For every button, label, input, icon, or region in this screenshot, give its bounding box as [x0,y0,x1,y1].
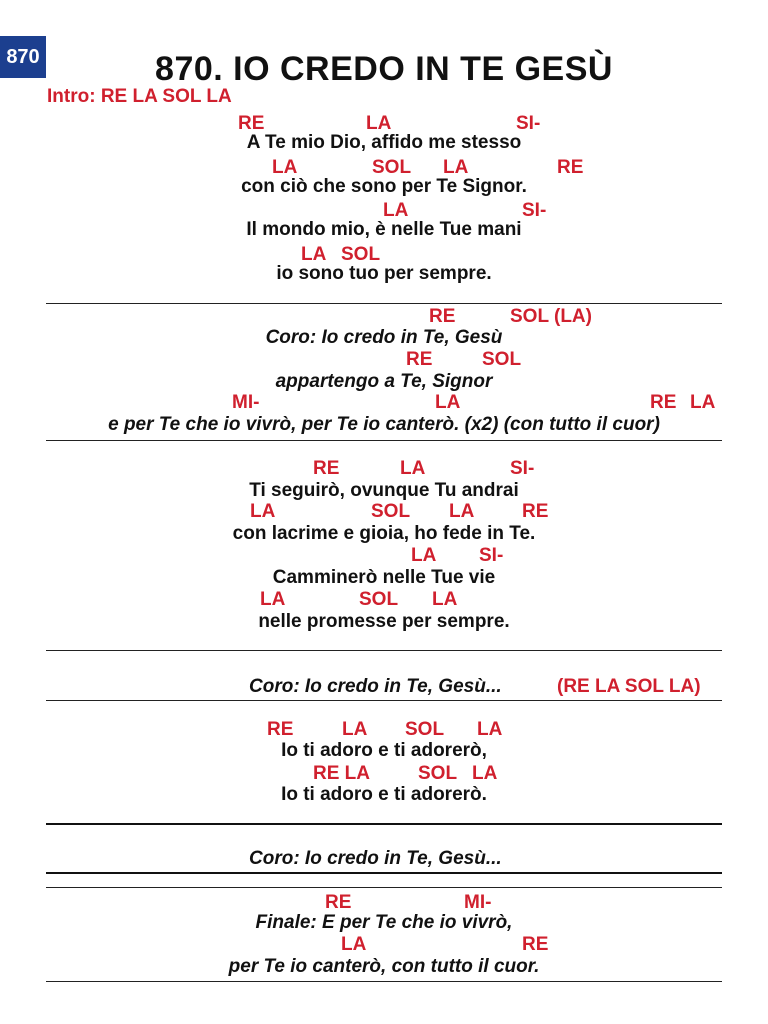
chord: LA [301,244,327,265]
section-divider [46,303,722,304]
intro-chords: Intro: RE LA SOL LA [47,86,232,107]
chord: SI- [479,545,504,566]
chord: RE [406,349,433,370]
lyric-line: A Te mio Dio, affido me stesso [246,132,522,153]
chord: RE LA [313,763,370,784]
chorus-reference: Coro: Io credo in Te, Gesù... [249,848,502,869]
lyric-line: Camminerò nelle Tue vie [272,567,496,588]
chord: MI- [464,892,492,913]
lyric-line: con ciò che sono per Te Signor. [241,176,527,197]
chorus-reference: Coro: Io credo in Te, Gesù... [249,676,502,697]
section-divider [46,440,722,441]
chorus-line: appartengo a Te, Signor [275,371,493,392]
chord: LA [400,458,426,479]
chord: LA [435,392,461,413]
section-divider [46,887,722,888]
chord: RE [325,892,352,913]
chord: LA [443,157,469,178]
chord: RE [267,719,294,740]
chord: SI- [516,113,541,134]
finale-line: Finale: E per Te che io vivrò, [255,912,513,933]
chord: RE [557,157,584,178]
chord: LA [690,392,716,413]
chorus-reference-chords: (RE LA SOL LA) [557,676,701,697]
chord: SOL [359,589,399,610]
lyric-line: Ti seguirò, ovunque Tu andrai [249,480,519,501]
chord: SOL [418,763,458,784]
chord: LA [341,934,367,955]
chord: LA [260,589,286,610]
section-divider [46,650,722,651]
chord: LA [272,157,298,178]
chord: SOL [372,157,412,178]
chord: LA [449,501,475,522]
lyric-line: con lacrime e gioia, ho fede in Te. [232,523,536,544]
song-number-badge: 870 [0,36,46,78]
chord: RE [650,392,677,413]
chord: SOL (LA) [510,306,592,327]
chord: MI- [232,392,260,413]
section-divider [46,872,722,874]
chord: SOL [341,244,381,265]
chorus-line: Coro: Io credo in Te, Gesù [265,327,503,348]
chord: RE [522,934,549,955]
chord: RE [238,113,265,134]
chord: LA [383,200,409,221]
section-divider [46,981,722,982]
chord: LA [250,501,276,522]
chord: LA [411,545,437,566]
chord: LA [477,719,503,740]
chord: SOL [371,501,411,522]
chord: SI- [522,200,547,221]
chord: SOL [482,349,522,370]
chord: LA [342,719,368,740]
chord: SI- [510,458,535,479]
chorus-line: e per Te che io vivrò, per Te io canterò. (x2) (con tutto il cuor) [108,414,660,435]
chord: LA [432,589,458,610]
song-title: 870. IO CREDO IN TE GESÙ [155,50,613,88]
chord: RE [429,306,456,327]
section-divider [46,700,722,701]
lyric-line: Io ti adoro e ti adorerò. [281,784,487,805]
chord: LA [366,113,392,134]
finale-line: per Te io canterò, con tutto il cuor. [228,956,540,977]
chord: RE [522,501,549,522]
lyric-line: Io ti adoro e ti adorerò, [281,740,487,761]
lyric-line: io sono tuo per sempre. [276,263,492,284]
lyric-line: Il mondo mio, è nelle Tue mani [246,219,522,240]
chord: RE [313,458,340,479]
chord: LA [472,763,498,784]
chord: SOL [405,719,445,740]
lyric-line: nelle promesse per sempre. [258,611,510,632]
section-divider [46,823,722,825]
